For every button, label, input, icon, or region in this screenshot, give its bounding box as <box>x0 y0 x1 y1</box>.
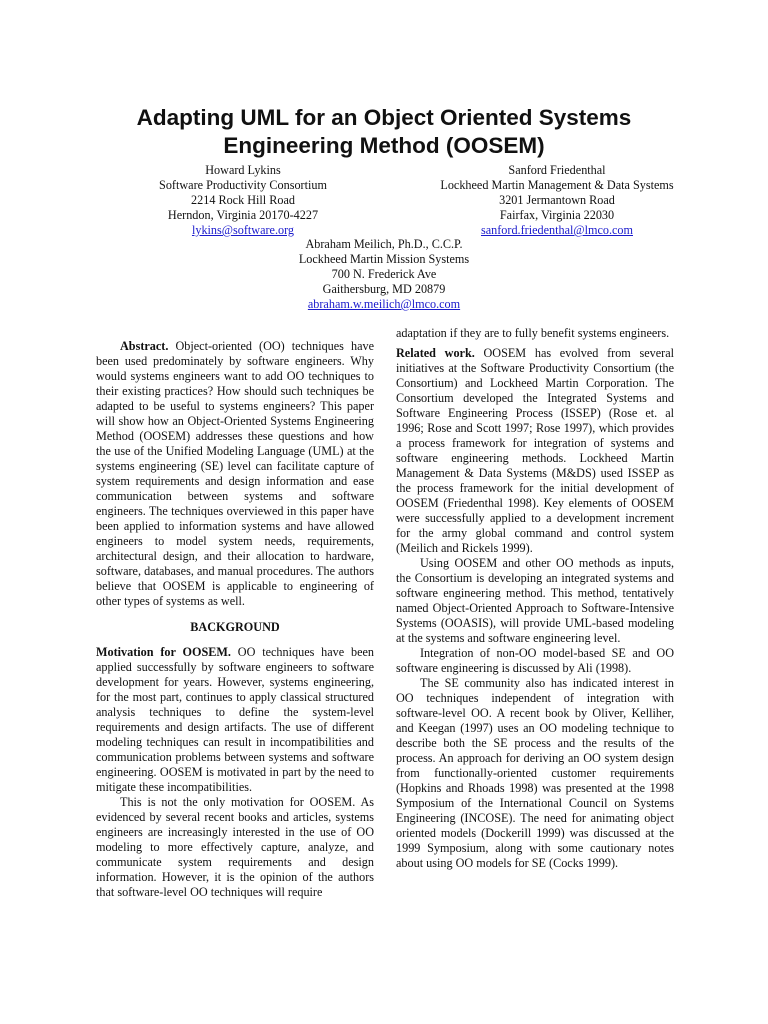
continuation-paragraph: adaptation if they are to fully benefit systems engineers. <box>396 326 670 340</box>
author-block-friedenthal <box>370 163 744 238</box>
abstract-text: Object-oriented (OO) techniques have been used predominately by software engineers. Why would systems engineers want to add OO techniques to their existing practices? How should such techniques be adapted to be useful to systems engineers? This paper will show how an Object-Oriented Systems Engineering Method (OOSEM) addresses these questions and how the use of the Unified Modeling Language (UML) at the systems engineering (SE) level can facilitate capture of system requirements and design information and ease communication between systems and software engineers. The techniques overviewed in this paper have been applied to information systems and have allowed engineers to model system needs, requirements, architectural design, and their allocation to hardware, software, databases, and manual procedures. The authors believe that OOSEM is applicable to engineering of other types of systems as well. <box>96 339 374 608</box>
author-name: Howard Lykins <box>205 163 281 177</box>
related-work-label: Related work. <box>396 346 475 360</box>
abstract-paragraph <box>96 339 374 609</box>
motivation-text: OO techniques have been applied successfully by software engineers to software development for years. However, systems engineering, for the most part, continues to apply classical structured analysis techniques to define the system-level requirements and design artifacts. The use of different modeling techniques can result in incompatibilities and communication problems between systems and software engineering. OOSEM is motivated in part by the need to mitigate these incompatibilities. <box>96 645 375 794</box>
left-column <box>96 339 374 900</box>
author-name: Sanford Friedenthal <box>508 163 606 177</box>
title-line-2: Engineering Method (OOSEM) <box>223 133 545 158</box>
author-org: Software Productivity Consortium <box>159 178 327 192</box>
background-heading: BACKGROUND <box>190 620 280 634</box>
author-org: Lockheed Martin Management & Data Systems <box>440 178 674 192</box>
author-org: Lockheed Martin Mission Systems <box>298 252 470 266</box>
author-address-line-1: 700 N. Frederick Ave <box>331 267 437 281</box>
author-address-line-1: 2214 Rock Hill Road <box>191 193 295 207</box>
related-work-paragraph-3: Integration of non-OO model-based SE and OO software engineering is discussed by Ali (1998). <box>396 646 674 675</box>
author-name: Abraham Meilich, Ph.D., C.C.P. <box>305 237 463 251</box>
author-address-line-2: Herndon, Virginia 20170-4227 <box>167 208 319 222</box>
related-work-paragraph <box>396 346 674 556</box>
motivation-label: Motivation for OOSEM. <box>96 645 231 659</box>
author-address-line-2: Gaithersburg, MD 20879 <box>322 282 446 296</box>
related-work-paragraph-4: The SE community also has indicated interest in OO techniques independent of integration with software-level OO. A recent book by Oliver, Kelliher, and Keegan (1997) uses an OO modeling technique to describe both the SE process and the results of the process. An approach for deriving an OO system design from functionally-oriented customer requirements (Hopkins and Rhoads 1998) was presented at the 1998 Symposium of the International Council on Systems Engineering (INCOSE). The need for animating object oriented models (Dockerill 1999) was discussed at the 1999 Symposium, along with some cautionary notes about using OO models for SE (Cocks 1999). <box>396 676 674 870</box>
related-work-text: OOSEM has evolved from several initiatives at the Software Productivity Consortium (the Consortium) and Lockheed Martin Corporation. The Consortium developed the Integrated Systems and Software Engineering Process (ISSEP) (Rose et. al 1996; Rose and Scott 1997; Rose 1997), which provides a process framework for integration of systems and software engineering methods. Lockheed Martin Management & Data Systems (M&DS) used ISSEP as the process framework for the initial development of OOSEM (Friedenthal 1998). Key elements of OOSEM were successfully applied to a development increment for the army global command and control system (Meilich and Rickels 1999). <box>396 346 674 555</box>
related-work-paragraph-2: Using OOSEM and other OO methods as inputs, the Consortium is developing an integrated systems and software engineering method. This method, tentatively named Object-Oriented Approach to Software-Intensive Systems (OOASIS), will provide UML-based modeling at the systems and software engineering level. <box>396 556 674 645</box>
author-address-line-2: Fairfax, Virginia 22030 <box>499 208 615 222</box>
paper-title <box>0 104 768 160</box>
right-column <box>396 326 674 871</box>
author-email-link[interactable]: sanford.friedenthal@lmco.com <box>480 223 633 237</box>
author-block-lykins <box>100 163 386 238</box>
author-email-link[interactable]: lykins@software.org <box>191 223 295 237</box>
motivation-paragraph <box>96 645 374 795</box>
author-block-meilich <box>234 237 534 312</box>
title-line-1: Adapting UML for an Object Oriented Systems <box>136 105 632 130</box>
author-address-line-1: 3201 Jermantown Road <box>499 193 615 207</box>
abstract-label: Abstract. <box>120 339 169 353</box>
author-email-link[interactable]: abraham.w.meilich@lmco.com <box>307 297 461 311</box>
motivation-paragraph-2: This is not the only motivation for OOSEM. As evidenced by several recent books and articles, systems engineers are increasingly interested in the use of OO modeling to more effectively capture, analyze, and communicate system requirements and design information. However, it is the opinion of the authors that software-level OO techniques will require <box>96 795 374 899</box>
